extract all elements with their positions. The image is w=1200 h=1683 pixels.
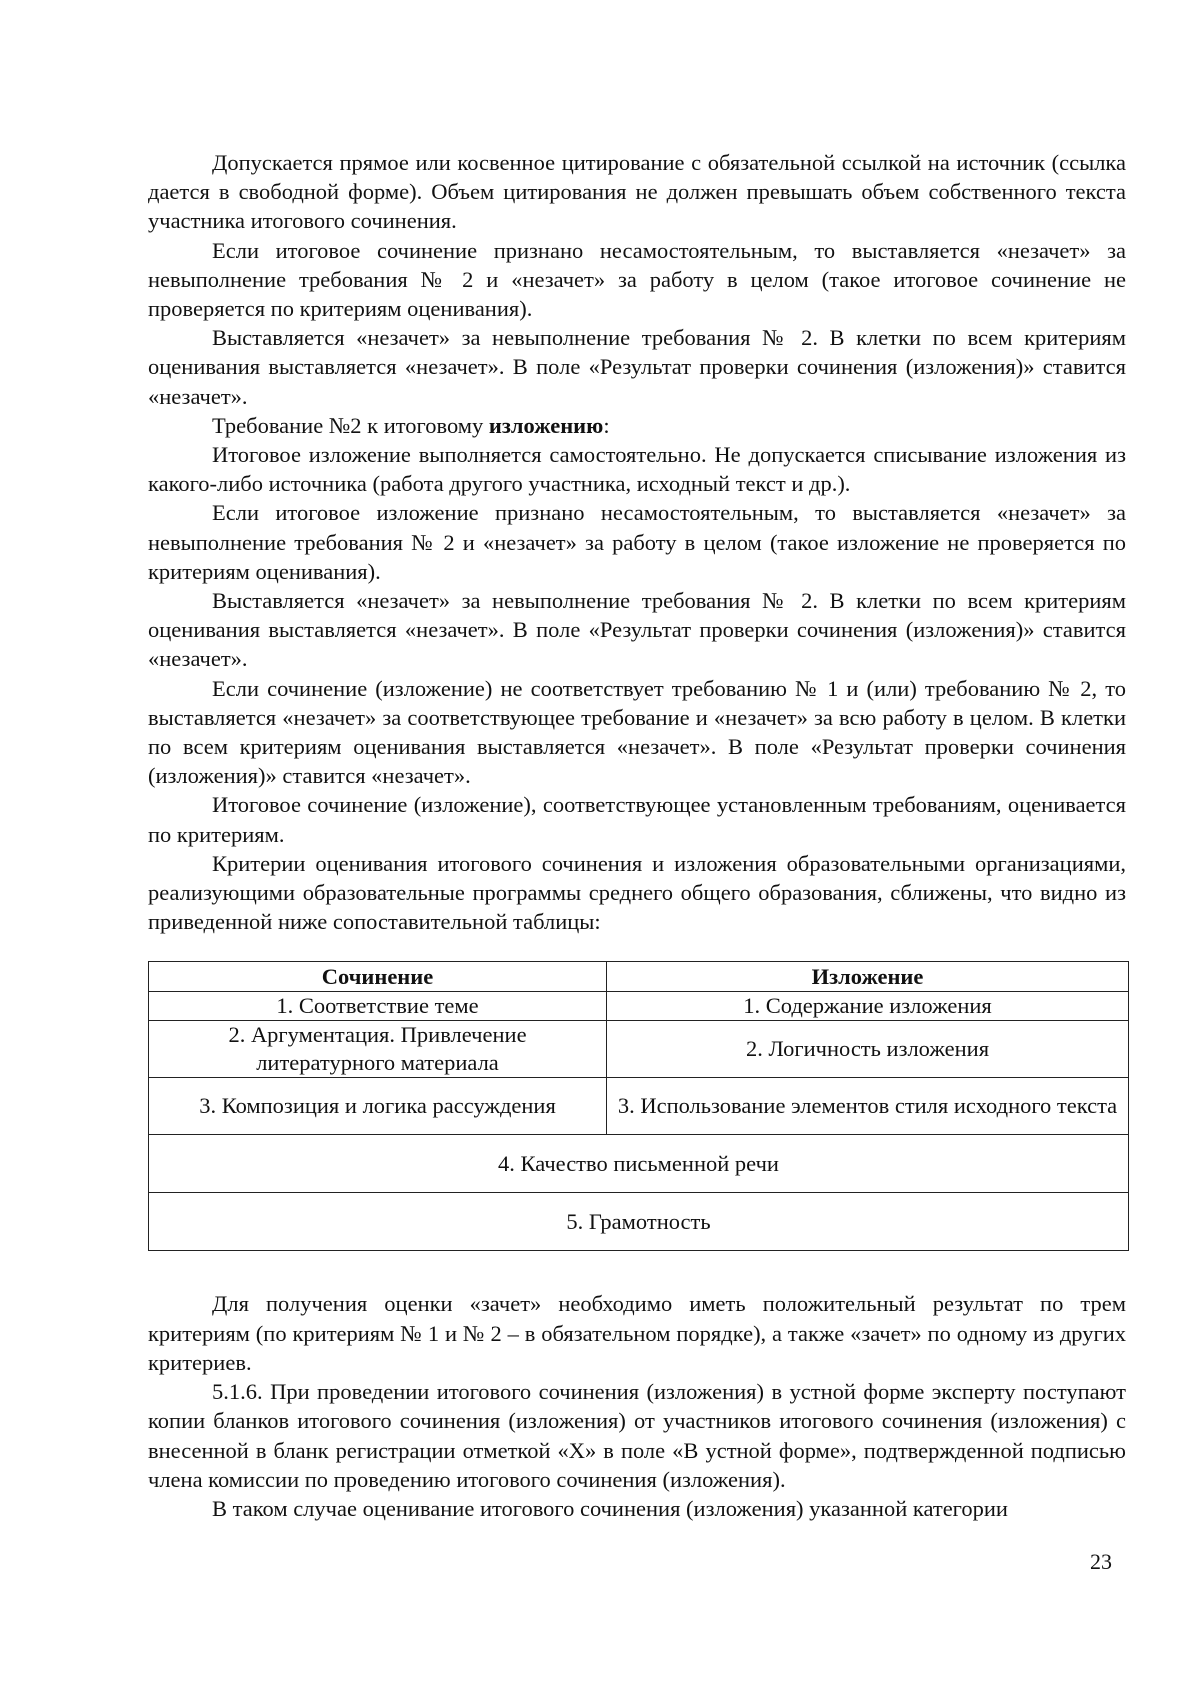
requirement-2-heading xyxy=(148,411,1126,440)
paragraph-section-5-1-6: 5.1.6. При проведении итогового сочинения (изложения) в устной форме эксперту поступают копии бланков итогового сочинения (изложения) от участников итогового сочинения (изложения) с внесенной в бланк регистрации отметкой «X» в поле «В устной форме», подтвержденной подписью члена комиссии по проведению итогового сочинения (изложения). xyxy=(148,1379,1126,1492)
table-cell-shared: 4. Качество письменной речи xyxy=(149,1135,1129,1193)
table-cell: 2. Аргументация. Привлечение литературного материала xyxy=(149,1021,607,1078)
table-header-row xyxy=(149,962,1129,992)
paragraph-requirements-not-met: Если сочинение (изложение) не соответствует требованию № 1 и (или) требованию № 2, то выставляется «незачет» за соответствующее требование и «незачет» за всю работу в целом. В клетки по всем критериям оценивания выставляется «незачет». В поле «Результат проверки сочинения (изложения)» ставится «незачет». xyxy=(148,675,1126,789)
paragraph-essay-fail-requirement-2: Выставляется «незачет» за невыполнение требования № 2. В клетки по всем критериям оценивания выставляется «незачет». В поле «Результат проверки сочинения (изложения)» ставится «незачет». xyxy=(148,325,1126,409)
table-cell: 3. Композиция и логика рассуждения xyxy=(149,1078,607,1135)
paragraph-summary-not-independent: Если итоговое изложение признано несамостоятельным, то выставляется «незачет» за невыполнение требования № 2 и «незачет» за работу в целом (такое изложение не проверяется по критериям оценивания). xyxy=(148,500,1126,584)
paragraph-essay-not-independent: Если итоговое сочинение признано несамостоятельным, то выставляется «незачет» за невыполнение требования № 2 и «незачет» за работу в целом (такое итоговое сочинение не проверяется по критериям оценивания). xyxy=(148,237,1126,322)
header-essay: Сочинение xyxy=(149,962,607,992)
table-cell: 1. Содержание изложения xyxy=(607,992,1129,1021)
table-row xyxy=(149,1021,1129,1078)
requirement-heading-emphasis: изложению xyxy=(488,412,604,438)
table-cell-shared: 5. Грамотность xyxy=(149,1193,1129,1251)
table-row xyxy=(149,1078,1129,1135)
table-row xyxy=(149,1135,1129,1193)
page-body xyxy=(148,148,1126,1523)
table-cell: 1. Соответствие теме xyxy=(149,992,607,1021)
page-number: 23 xyxy=(1090,1549,1112,1574)
paragraph-citation: Допускается прямое или косвенное цитирование с обязательной ссылкой на источник (ссылка дается в свободной форме). Объем цитирования не должен превышать объем собственного текста участника итогового сочинения. xyxy=(148,150,1126,234)
paragraph-summary-independent: Итоговое изложение выполняется самостоятельно. Не допускается списывание изложения из какого-либо источника (работа другого участника, исходный текст и др.). xyxy=(148,442,1126,497)
criteria-comparison-table xyxy=(148,961,1129,1251)
table-row xyxy=(149,1193,1129,1251)
paragraph-evaluated-by-criteria: Итоговое сочинение (изложение), соответствующее установленным требованиям, оценивается по критериям. xyxy=(148,792,1126,847)
table-cell: 3. Использование элементов стиля исходного текста xyxy=(607,1078,1129,1135)
table-cell: 2. Логичность изложения xyxy=(607,1021,1129,1078)
requirement-heading-suffix: : xyxy=(603,412,610,438)
table-row xyxy=(149,992,1129,1021)
header-summary: Изложение xyxy=(607,962,1129,992)
paragraph-criteria-comparison: Критерии оценивания итогового сочинения и изложения образовательными организациями, реализующими образовательные программы среднего общего образования, сближены, что видно из приведенной ниже сопоставительной таблицы: xyxy=(148,850,1126,935)
paragraph-pass-condition: Для получения оценки «зачет» необходимо иметь положительный результат по трем критериям (по критериям № 1 и № 2 – в обязательном порядке), а также «зачет» по одному из других критериев. xyxy=(148,1291,1126,1375)
paragraph-oral-form-evaluation: В таком случае оценивание итогового сочинения (изложения) указанной категории xyxy=(212,1495,1008,1521)
requirement-heading-prefix: Требование №2 к итоговому xyxy=(212,412,489,438)
paragraph-summary-fail-requirement-2: Выставляется «незачет» за невыполнение требования № 2. В клетки по всем критериям оценивания выставляется «незачет». В поле «Результат проверки сочинения (изложения)» ставится «незачет». xyxy=(148,588,1126,672)
